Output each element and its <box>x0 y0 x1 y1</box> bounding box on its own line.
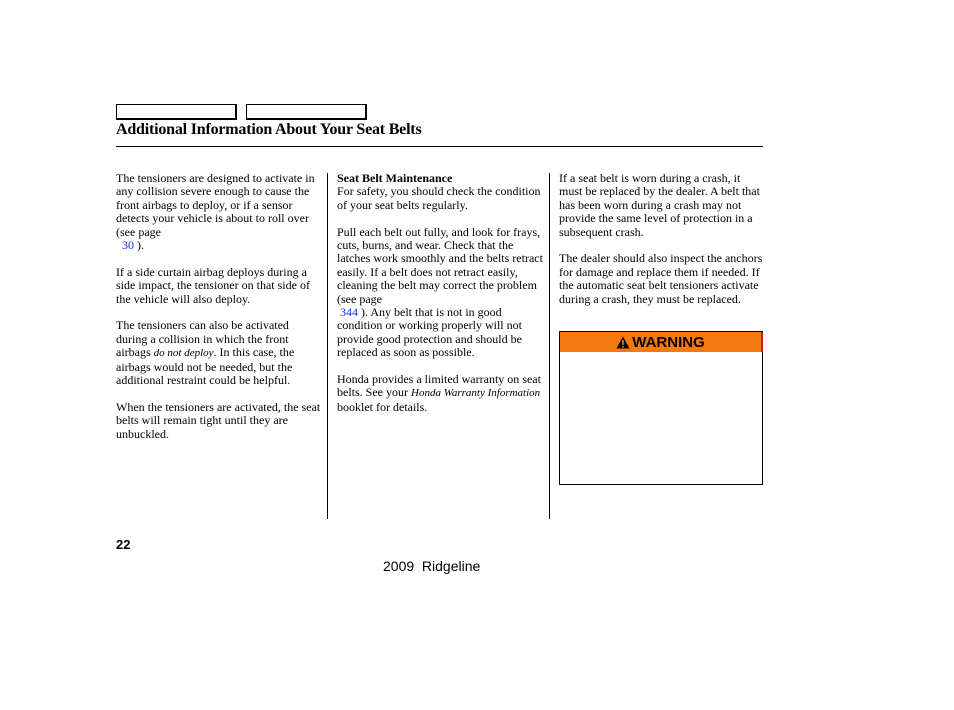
col1-p1-text: The tensioners are designed to activate in any collision severe enough to cause the front airbags to deploy, or if a sensor detects your vehicle is about to roll over (see page <box>116 171 315 239</box>
col1-p3-start: The tensioners can also be activated during a collision in which the front airbags <box>116 318 289 360</box>
warning-label: WARNING <box>632 333 705 351</box>
warning-box <box>559 331 763 485</box>
col1-paragraph-2: If a side curtain airbag deploys during a side impact, the tensioner on that side of the vehicle will also deploy. <box>116 264 310 306</box>
col2-paragraph-3 <box>337 373 543 414</box>
page-link-30[interactable]: 30 <box>122 238 134 253</box>
col2-p2-start: Pull each belt out fully, and look for frays, cuts, burns, and wear. Check that the latches work smoothly and the belts retract easily. If a belt does not retract easily, cleaning the belt may correct the problem (see page <box>337 224 543 306</box>
page-number: 22 <box>116 537 131 552</box>
col1-p3-italic: do not deploy <box>153 347 214 360</box>
column-divider-2 <box>549 173 550 519</box>
title-divider <box>116 146 763 147</box>
col1-p3-end: . In this case, the airbags would not be needed, but the additional restraint could be helpful. <box>116 345 295 388</box>
col2-paragraph-2 <box>337 226 543 360</box>
col2-p3-end: booklet for details. <box>337 399 428 414</box>
col3-paragraph-1: If a seat belt is worn during a crash, it must be replaced by the dealer. A belt that has been worn during a crash may not provide the same level of protection in a subsequent crash. <box>559 171 760 239</box>
nav-button-2[interactable] <box>246 104 367 120</box>
column-3 <box>559 172 765 319</box>
column-1 <box>116 172 322 454</box>
col2-p2-end: ). Any belt that is not in good condition or working properly will not provide good protection and should be replaced as soon as possible. <box>337 305 522 360</box>
col1-paragraph-4: When the tensioners are activated, the seat belts will remain tight until they are unbuckled. <box>116 399 321 441</box>
warning-header <box>560 332 763 352</box>
col3-paragraph-2: The dealer should also inspect the anchors for damage and replace them if needed. If the automatic seat belt tensioners activate during a crash, they must be replaced. <box>559 251 763 306</box>
footer-model <box>383 558 480 574</box>
col2-p3-italic: Honda Warranty Information <box>411 387 541 400</box>
footer-model-text: 2009 Ridgeline <box>383 558 481 574</box>
col2-paragraph-1: For safety, you should check the condition of your seat belts regularly. <box>337 184 541 212</box>
page-link-344[interactable]: 344 <box>340 305 358 320</box>
column-divider-1 <box>327 173 328 519</box>
page-title: Additional Information About Your Seat Belts <box>116 121 422 138</box>
col1-p1-end: ). <box>137 238 144 253</box>
col2-p3-start: Honda provides a limited warranty on seat belts. See your <box>337 372 541 400</box>
section-heading: Seat Belt Maintenance <box>337 171 453 185</box>
col1-paragraph-3 <box>116 319 322 387</box>
col1-paragraph-1 <box>116 172 322 252</box>
warning-triangle-icon <box>616 336 630 349</box>
nav-button-1[interactable] <box>116 104 237 120</box>
column-2 <box>337 172 543 428</box>
